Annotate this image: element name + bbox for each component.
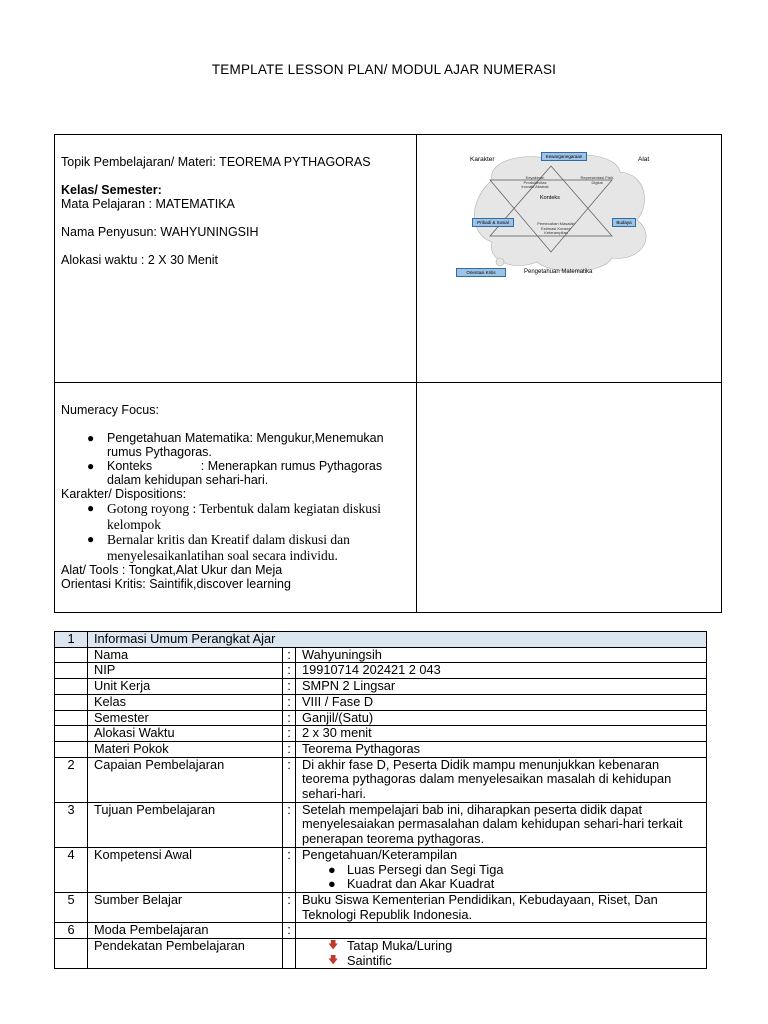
- table-header-row: [55, 632, 707, 648]
- row-label: Kelas: [88, 694, 283, 710]
- competency-list: [302, 863, 700, 892]
- label-pengetahuan: Pengetahuan Matematika: [524, 269, 593, 275]
- row-colon: :: [283, 679, 296, 695]
- row-label: Sumber Belajar: [88, 892, 283, 922]
- row-value: Teorema Pythagoras: [296, 741, 707, 757]
- karakter-heading: Karakter/ Dispositions:: [61, 487, 187, 501]
- numeracy-focus-cell: [61, 403, 411, 591]
- row-value: 19910714 202421 2 043: [296, 663, 707, 679]
- row-label: Alokasi Waktu: [88, 726, 283, 742]
- list-item: ● Gotong royong : Terbentuk dalam kegiatan diskusi kelompok: [87, 501, 382, 532]
- table-row: [55, 726, 707, 742]
- general-info-table: [54, 631, 707, 969]
- row-value: SMPN 2 Lingsar: [296, 679, 707, 695]
- row-value: Buku Siswa Kementerian Pendidikan, Kebudayaan, Riset, Dan Teknologi Republik Indonesia.: [296, 892, 707, 922]
- table-row: [55, 757, 707, 802]
- row-label: Kompetensi Awal: [88, 847, 283, 892]
- row-label: Tujuan Pembelajaran: [88, 802, 283, 847]
- table-row: [55, 939, 707, 969]
- row-number: 5: [55, 892, 88, 922]
- row-colon: :: [283, 694, 296, 710]
- section-title: Informasi Umum Perangkat Ajar: [88, 632, 707, 648]
- list-item: 🡇 Tatap Muka/Luring: [328, 938, 453, 954]
- row-number: 2: [55, 757, 88, 802]
- class-semester-label: Kelas/ Semester:: [61, 183, 162, 197]
- numeracy-diagram: [452, 150, 662, 290]
- row-label: Semester: [88, 710, 283, 726]
- section-number: 1: [55, 632, 88, 648]
- list-item: ● Konteks : Menerapkan rumus Pythagoras dalam kehidupan sehari-hari.: [87, 459, 386, 487]
- row-colon: :: [283, 847, 296, 892]
- arrow-down-icon: 🡇: [328, 940, 339, 952]
- list-item: 🡇 Saintific: [328, 952, 392, 968]
- table-row: [55, 647, 707, 663]
- row-colon: :: [283, 892, 296, 922]
- grid-divider-vertical: [416, 135, 417, 612]
- document-title: TEMPLATE LESSON PLAN/ MODUL AJAR NUMERASI: [211, 62, 557, 77]
- box-budaya: Budaya: [612, 218, 636, 227]
- tools-text: Alat/ Tools : Tongkat,Alat Ukur dan Meja: [61, 563, 283, 577]
- row-label: Moda Pembelajaran: [88, 923, 283, 939]
- text-pemecahan: Pemecahan Masalah Estimasi Konsep Keterampilan: [537, 221, 575, 235]
- label-karakter: Karakter: [470, 156, 495, 163]
- table-row: [55, 892, 707, 922]
- table-row: [55, 741, 707, 757]
- row-colon: :: [283, 757, 296, 802]
- row-label: NIP: [88, 663, 283, 679]
- time-allocation-text: Alokasi waktu : 2 X 30 Menit: [61, 253, 219, 267]
- box-orientasi-kritis: Orientasi Kritis: [456, 268, 506, 277]
- row-colon: :: [283, 647, 296, 663]
- author-text: Nama Penyusun: WAHYUNINGSIH: [61, 225, 259, 239]
- row-value: [296, 923, 707, 939]
- row-number: 6: [55, 923, 88, 939]
- table-row: [55, 802, 707, 847]
- row-value: [296, 939, 707, 969]
- table-row: [55, 923, 707, 939]
- grid-divider-horizontal: [55, 382, 721, 383]
- row-colon: :: [283, 663, 296, 679]
- row-colon: :: [283, 726, 296, 742]
- row-value: Wahyuningsih: [296, 647, 707, 663]
- box-kewarganegaraan: Kewarganegaraan: [541, 152, 587, 161]
- critical-orientation-text: Orientasi Kritis: Saintifik,discover learning: [61, 577, 291, 591]
- row-value: [296, 847, 707, 892]
- row-label: Unit Kerja: [88, 679, 283, 695]
- row-colon: :: [283, 802, 296, 847]
- text-representasi: Representasi Fisik Digital: [580, 175, 614, 185]
- row-value: Di akhir fase D, Peserta Didik mampu menunjukkan kebenaran teorema pythagoras dalam menyelesaikan masalah di kehidupan sehari-hari.: [296, 757, 707, 802]
- numeracy-list: [61, 431, 411, 487]
- row-number: 3: [55, 802, 88, 847]
- row-value: Ganjil/(Satu): [296, 710, 707, 726]
- row-label: Materi Pokok: [88, 741, 283, 757]
- row-number: 4: [55, 847, 88, 892]
- list-item: ● Luas Persegi dan Segi Tiga: [328, 861, 504, 877]
- row-value: VIII / Fase D: [296, 694, 707, 710]
- table-row: [55, 847, 707, 892]
- text-keyakinan: Keyakinan Produktivitas Inovatif Abstrak: [521, 175, 549, 189]
- karakter-list: [61, 501, 411, 563]
- numeracy-heading: Numeracy Focus:: [61, 403, 159, 417]
- label-konteks: Konteks: [540, 195, 560, 201]
- list-item: ● Bernalar kritis dan Kreatif dalam diskusi dan menyelesaikanlatihan soal secara individu.: [87, 532, 350, 563]
- box-pribadi-sosial: Pribadi & Sosial: [472, 218, 514, 227]
- lesson-identity-cell: [61, 155, 411, 267]
- topic-text: Topik Pembelajaran/ Materi: TEOREMA PYTHAGORAS: [61, 155, 371, 169]
- row-label: Capaian Pembelajaran: [88, 757, 283, 802]
- label-alat: Alat: [638, 156, 650, 163]
- row-value: 2 x 30 menit: [296, 726, 707, 742]
- competency-heading: Pengetahuan/Keterampilan: [302, 846, 458, 862]
- subject-text: Mata Pelajaran : MATEMATIKA: [61, 197, 235, 211]
- row-colon: :: [283, 923, 296, 939]
- row-colon: :: [283, 710, 296, 726]
- arrow-down-icon: 🡇: [328, 954, 339, 966]
- table-row: [55, 694, 707, 710]
- table-row: [55, 710, 707, 726]
- row-value: Setelah mempelajari bab ini, diharapkan peserta didik dapat menyelesaiakan permasalahan dalam kehidupan sehari-hari terkait penerapan teorema pythagoras.: [296, 802, 707, 847]
- row-colon: :: [283, 741, 296, 757]
- list-item: ● Kuadrat dan Akar Kuadrat: [328, 876, 495, 892]
- row-label: Nama: [88, 647, 283, 663]
- table-row: [55, 679, 707, 695]
- list-item: ● Pengetahuan Matematika: Mengukur,Menemukan rumus Pythagoras.: [87, 431, 384, 459]
- row-label: Pendekatan Pembelajaran: [88, 939, 283, 969]
- table-row: [55, 663, 707, 679]
- approach-list: [302, 939, 700, 968]
